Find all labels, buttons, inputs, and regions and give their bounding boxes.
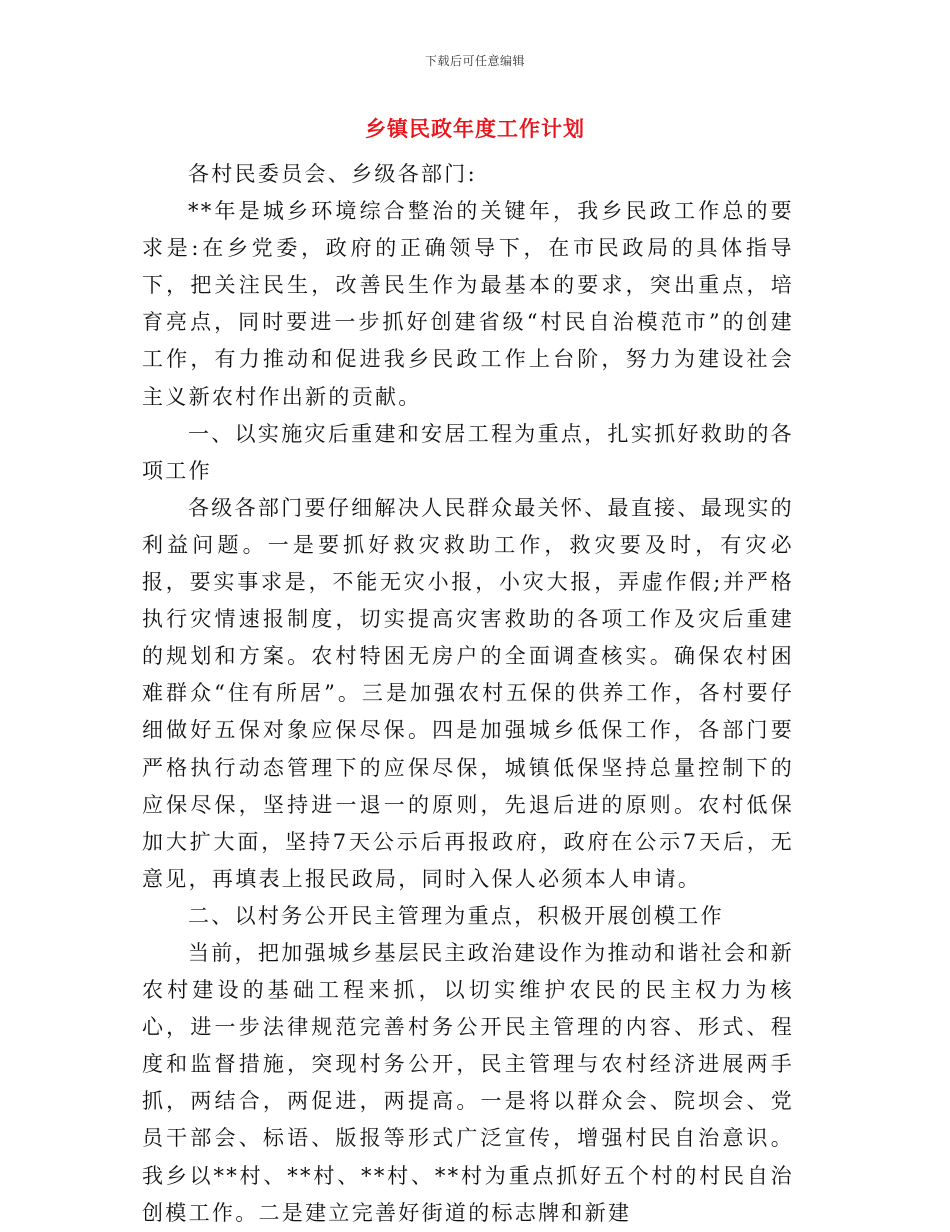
salutation-paragraph: 各村民委员会、乡级各部门: <box>188 162 477 186</box>
section-1-paragraph: 各级各部门要仔细解决人民群众最关怀、最直接、最现实的利益问题。一是要抓好救灾救助工作，救灾要及时，有灾必报，要实事求是，不能无灾小报，小灾大报，弄虚作假;并严格执行灾情速报制度，切实提高灾害救助的各项工作及灾后重建的规划和方案。农村特困无房户的全面调查核实。确保农村困难群众“住有所居”。三是加强农村五保的供养工作，各村要仔细做好五保对象应保尽保。四是加强城乡低保工作，各部门要严格执行动态管理下的应保尽保，城镇低保坚持总量控制下的应保尽保，坚持进一退一的原则，先退后进的原则。农村低保加大扩大面，坚持7天公示后再报政府，政府在公示7天后，无意见，再填表上报民政局，同时入保人必须本人申请。 <box>142 495 794 891</box>
section-heading-2: 二、以村务公开民主管理为重点，积极开展创模工作 <box>188 903 724 928</box>
document-body <box>142 156 794 1232</box>
section-heading-1: 一、以实施灾后重建和安居工程为重点，扎实抓好救助的各项工作 <box>142 421 794 483</box>
section-2-paragraph: 当前，把加强城乡基层民主政治建设作为推动和谐社会和新农村建设的基础工程来抓，以切实维护农民的民主权力为核心，进一步法律规范完善村务公开民主管理的内容、形式、程度和监督措施，突现村务公开，民主管理与农村经济进展两手抓，两结合，两促进，两提高。一是将以群众会、院坝会、党员干部会、标语、版报等形式广泛宣传，增强村民自治意识。我乡以**村、**村、**村、**村为重点抓好五个村的村民自治创模工作。二是建立完善好街道的标志牌和新建 <box>142 940 794 1225</box>
header-note: 下载后可任意编辑 <box>424 54 525 68</box>
document-title: 乡镇民政年度工作计划 <box>365 116 585 141</box>
intro-paragraph: **年是城乡环境综合整治的关键年，我乡民政工作总的要求是:在乡党委，政府的正确领导下，在市民政局的具体指导下，把关注民生，改善民生作为最基本的要求，突出重点，培育亮点，同时要进一步抓好创建省级“村民自治模范市”的创建工作，有力推动和促进我乡民政工作上台阶，努力为建设社会主义新农村作出新的贡献。 <box>142 199 794 409</box>
